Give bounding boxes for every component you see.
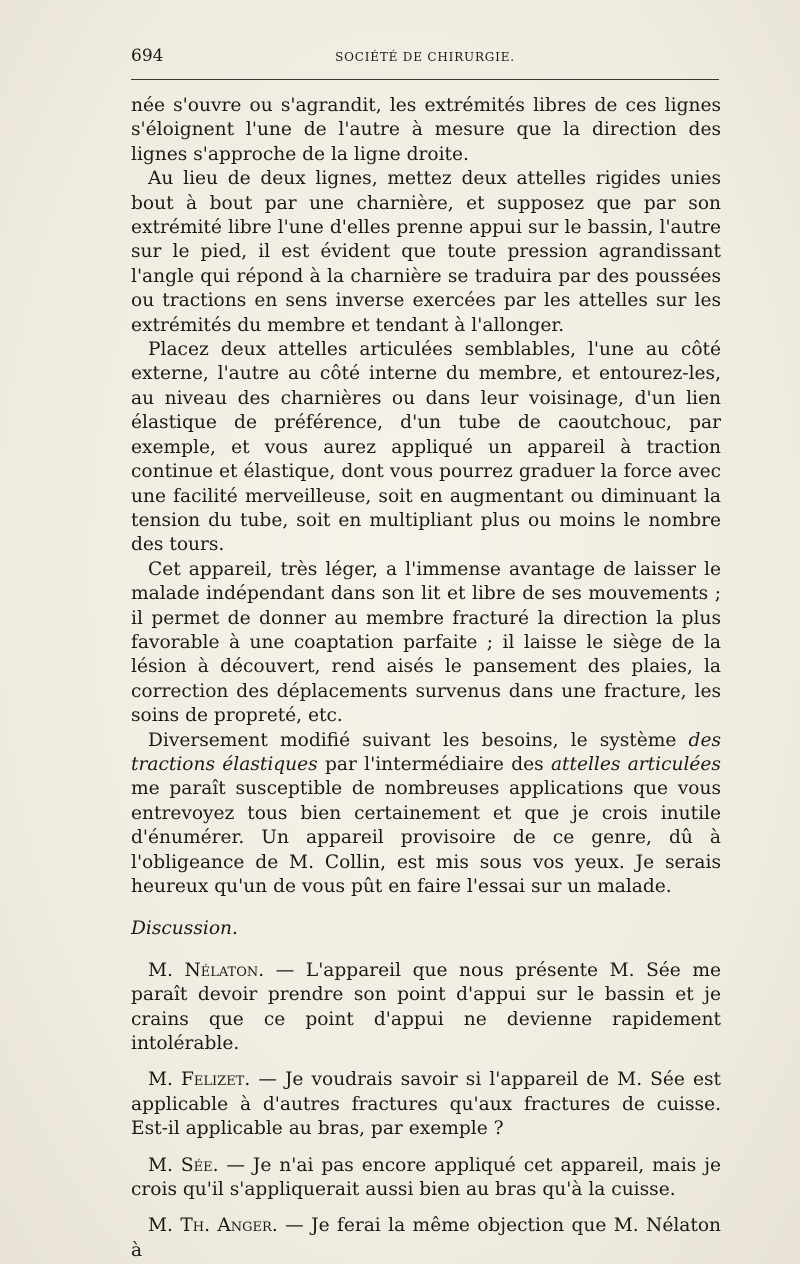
paragraph: Placez deux attelles articulées semblables, l'une au côté externe, l'autre au côté interne du membre, et entourez-les, au niveau des charnières ou dans leur voisinage, d'un lien élastique de préférence, d'un tube de caoutchouc, par exemple, et vous aurez appliqué un appareil à traction continue et élastique, dont vous pourrez graduer la force avec une facilité merveilleuse, soit en augmentant ou diminuant la tension du tube, soit en multipliant plus ou moins le nombre des tours. (131, 339, 721, 556)
paragraph: Cet appareil, très léger, a l'immense avantage de laisser le malade indépendant dans son lit et libre de ses mouvements ; il permet de donner au membre fracturé la direction la plus favorable à une coaptation parfaite ; il laisse le siège de la lésion à découvert, rend aisés le pansement des plaies, la correction des déplacements survenus dans une fracture, les soins de propreté, etc. (131, 558, 721, 727)
speaker-name: M. Th. Anger. (148, 1215, 278, 1237)
speech-paragraph (131, 959, 721, 1057)
paragraph: née s'ouvre ou s'agrandit, les extrémités libres de ces lignes s'éloignent l'une de l'autre à mesure que la direction des lignes s'approche de la ligne droite. (131, 95, 721, 165)
header-rule (131, 79, 719, 80)
body-text (131, 94, 721, 1263)
speaker-name: M. Felizet. (148, 1069, 251, 1091)
speech-text: — Je voudrais savoir si l'appareil de M. Sée est applicable à d'autres fractures qu'aux fractures de cuisse. Est-il applicable au bras, par exemple ? (131, 1069, 721, 1140)
running-title: SOCIÉTÉ DE CHIRURGIE. (335, 50, 515, 64)
speech-paragraph (131, 1154, 721, 1203)
speech-paragraph (131, 1068, 721, 1141)
speaker-name: M. Sée. (148, 1154, 219, 1176)
speech-text: — Je n'ai pas encore appliqué cet appareil, mais je crois qu'il s'appliquerait aussi bien au bras qu'à la cuisse. (131, 1154, 721, 1201)
italic-term: des tractions élastiques (131, 729, 721, 775)
paragraph (131, 729, 721, 900)
speaker-name: M. Nélaton. (148, 959, 265, 981)
italic-term: attelles articulées (550, 753, 721, 775)
discussion-heading: Discussion. (131, 918, 238, 940)
paragraph: Au lieu de deux lignes, mettez deux attelles rigides unies bout à bout par une charnière, et supposez que par son extrémité libre l'une d'elles prenne appui sur le bassin, l'autre sur le pied, il est évident que toute pression agrandissant l'angle qui répond à la charnière se traduira par des poussées ou tractions en sens inverse exercées par les attelles sur les extrémités du membre et tendant à l'allonger. (131, 168, 721, 336)
paragraph-text: me paraît susceptible de nombreuses applications que vous entrevoyez tous bien certainement et que je crois inutile d'énumérer. Un appareil provisoire de ce genre, dû à l'obligeance de M. Collin, est mis sous vos yeux. Je serais heureux qu'un de vous pût en faire l'essai sur un malade. (131, 778, 721, 897)
page-number: 694 (131, 46, 164, 66)
speech-text: — L'appareil que nous présente M. Sée me paraît devoir prendre son point d'appui sur le bassin et je crains que ce point d'appui ne devienne rapidement intolérable. (131, 959, 721, 1055)
paragraph-text: par l'intermédiaire des (317, 753, 551, 775)
speech-paragraph (131, 1214, 721, 1263)
page-header (131, 44, 719, 72)
paragraph-text: Diversement modifié suivant les besoins, le système (148, 729, 689, 751)
speech-text: — Je ferai la même objection que M. Nélaton à (131, 1215, 722, 1261)
